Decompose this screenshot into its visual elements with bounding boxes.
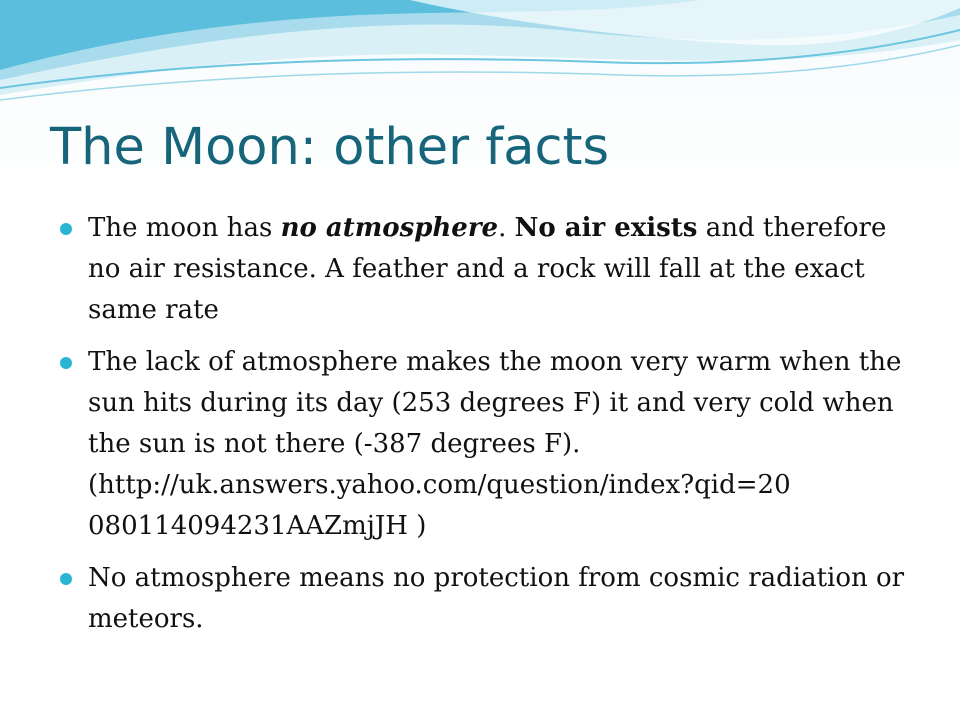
bullet-text: The moon has — [88, 213, 281, 243]
decorative-waves — [0, 0, 960, 120]
bullet-text: and therefore no air resistance. A feather and a rock will fall at the exact same rate — [88, 213, 887, 325]
bullet-dot-icon — [60, 223, 72, 235]
bullet-dot-icon — [60, 573, 72, 585]
bullet-item-temperature — [60, 342, 920, 547]
slide-title: The Moon: other facts — [50, 118, 610, 177]
source-link-line-2: 080114094231AAZmjJH ) — [88, 511, 427, 541]
bullet-item-atmosphere — [60, 208, 920, 331]
emphasis-no-atmosphere: no atmosphere — [280, 213, 499, 243]
emphasis-no-air-exists: No air exists — [514, 213, 698, 243]
bullet-item-protection — [60, 558, 920, 640]
bullet-list — [60, 208, 920, 651]
bullet-text: The lack of atmosphere makes the moon very warm when the sun hits during its day (253 degrees F) it and very cold when the sun is not there (-387 degrees F). — [88, 347, 902, 459]
bullet-text: No atmosphere means no protection from cosmic radiation or meteors. — [88, 563, 905, 634]
source-link-line-1: (http://uk.answers.yahoo.com/question/index?qid=20 — [88, 470, 791, 500]
bullet-dot-icon — [60, 357, 72, 369]
bullet-text: . — [498, 213, 515, 243]
